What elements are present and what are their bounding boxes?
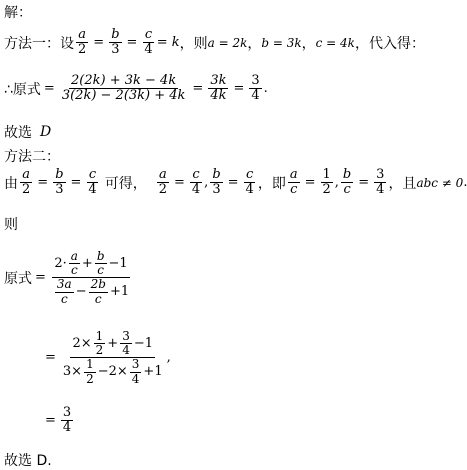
method2-complex-fraction-line: 原式 = 2· $\frac{a}{c}$ + $\frac{b}{c}$ −1 $\frac{3a}{c}$ − $\frac{2b}{c}$ +1 — [4, 249, 130, 306]
frac-c4-c: $\frac{c}{4}$ — [245, 167, 254, 198]
answer-numerator: 3 — [251, 73, 260, 88]
fraction-b-over-3: $\frac{b}{3}$ — [111, 27, 120, 58]
answer-denominator: 4 — [251, 88, 260, 104]
fraction-3k-4k — [208, 74, 228, 104]
frac-b3: $\frac{b}{3}$ — [55, 167, 64, 198]
fraction-big — [60, 74, 188, 104]
equals-k: = k — [156, 35, 180, 51]
method2-substitution-line: = 2× $\frac{1}{2}$ + $\frac{3}{4}$ −1 3× $\frac{1}{2}$ −2× $\frac{3}{4}$ +1 , — [45, 329, 171, 386]
namely-label: ，即 — [257, 175, 286, 192]
fraction-4k: 4k — [210, 88, 227, 104]
fraction-c-over-4: $\frac{c}{4}$ — [144, 27, 153, 58]
then-line — [4, 214, 18, 234]
method2-derivation-line: 由 $\frac{a}{2}$ = $\frac{b}{3}$ = $\frac{c}{4}$ 可得， $\frac{a}{2}$ = $\frac{c}{4}$ , $\frac{b}{3}$ = $\frac{c}{4}$ ，即 $\frac{a}{c}$ = $\frac{1}{2}$ , $\frac{b}{c}$ = $\frac{3}{4}$ ，且 abc ≠ 0 — [4, 167, 464, 198]
method1-substitute: ，代入得： — [354, 35, 425, 52]
final-choice-text: 故选 D. — [4, 453, 52, 469]
a-equals-2k: a = 2k — [207, 35, 248, 50]
frac-a-c: $\frac{a}{c}$ — [289, 167, 298, 198]
numeric-fraction: 2× $\frac{1}{2}$ + $\frac{3}{4}$ −1 3× $\frac{1}{2}$ −2× $\frac{3}{4}$ +1 — [62, 329, 163, 386]
result-fraction: $\frac{3}{4}$ — [62, 405, 72, 436]
condition-abc: abc ≠ 0 — [416, 175, 464, 190]
fraction-answer — [249, 74, 261, 104]
solution-title-text: 解： — [4, 5, 32, 21]
then-label: 则 — [4, 217, 18, 233]
method1-computation-line: ∴原式 = $\frac{2(2k) + 3k - 4k}{3(2k) - 2(3k) + 4k}$ = $\frac{3k}{4k}$ = $\frac{3}{4}$ . — [4, 73, 268, 104]
frac-a2: $\frac{a}{2}$ — [22, 167, 31, 198]
frac-c4-b: $\frac{c}{4}$ — [191, 167, 201, 198]
final-choice-line — [4, 450, 52, 470]
method2-label — [4, 146, 60, 166]
big-denominator: 3(2k) − 2(3k) + 4k — [61, 88, 186, 104]
original-label: 原式 — [4, 270, 32, 287]
method1-label: 方法一：设 — [4, 35, 74, 52]
frac-c4: $\frac{c}{4}$ — [88, 167, 97, 198]
fraction-3k: 3k — [210, 73, 227, 88]
from-label: 由 — [4, 175, 18, 192]
method2-label-text: 方法二： — [4, 149, 60, 165]
complex-fraction: 2· $\frac{a}{c}$ + $\frac{b}{c}$ −1 $\frac{3a}{c}$ − $\frac{2b}{c}$ +1 — [54, 249, 130, 306]
b-equals-3k: b = 3k — [261, 35, 302, 50]
frac-1-2: $\frac{1}{2}$ — [322, 167, 331, 198]
fraction-a-over-2: $\frac{a}{2}$ — [78, 27, 87, 58]
and-label: ，且 — [388, 175, 417, 192]
c-equals-4k: c = 4k — [315, 35, 355, 50]
method2-result-line: = $\frac{3}{4}$ — [45, 405, 72, 436]
frac-b-c: $\frac{b}{c}$ — [342, 167, 352, 198]
solution-title — [4, 2, 32, 22]
method1-then: ，则 — [179, 35, 208, 52]
method1-setup-line: 方法一：设 $\frac{a}{2}$ = $\frac{b}{3}$ = $\frac{c}{4}$ = k ，则 a = 2k ， b = 3k ， c = 4k ，代入得： — [4, 27, 425, 58]
frac-b3-b: $\frac{b}{3}$ — [212, 167, 221, 198]
obtain-label: 可得， — [104, 175, 147, 192]
method1-choice-line — [4, 122, 51, 142]
big-numerator: 2(2k) + 3k − 4k — [71, 73, 177, 88]
therefore-original: ∴原式 — [4, 81, 41, 98]
choice-d: D — [40, 124, 52, 140]
frac-3-4: $\frac{3}{4}$ — [376, 167, 385, 198]
choose-label: 故选 — [4, 125, 32, 141]
frac-a2-b: $\frac{a}{2}$ — [158, 167, 167, 198]
